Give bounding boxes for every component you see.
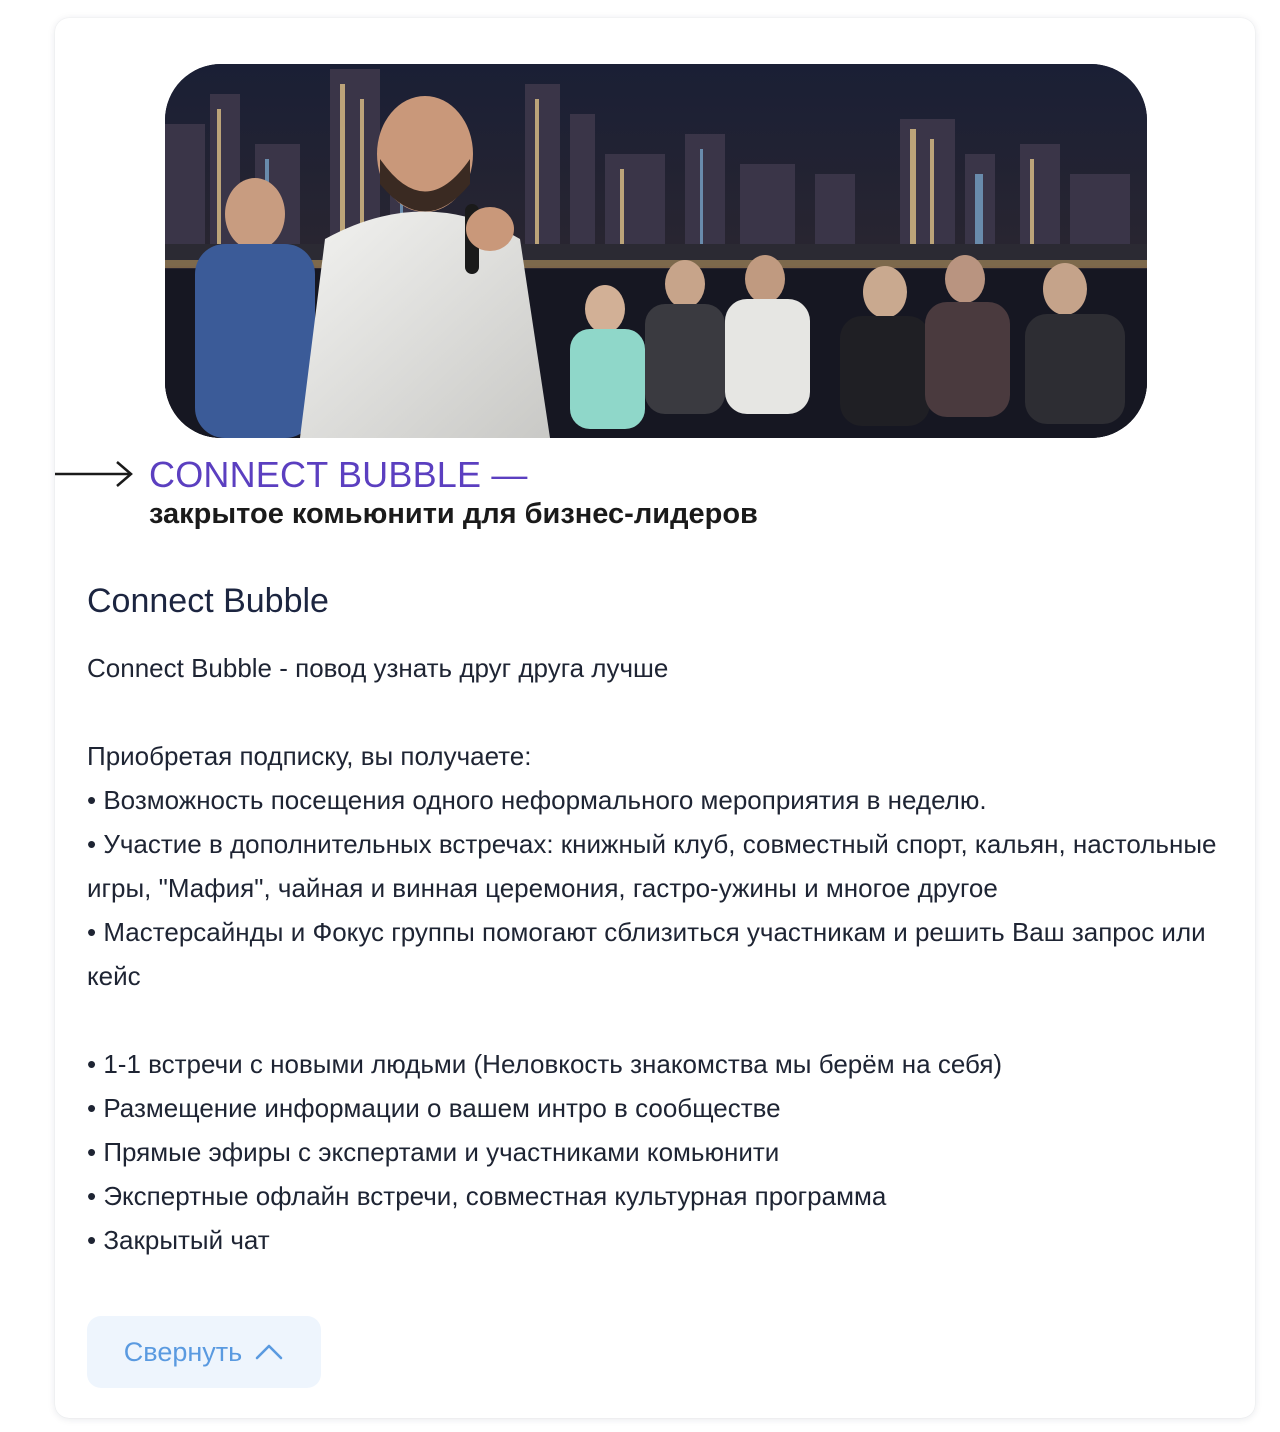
- description-line: • Размещение информации о вашем интро в сообществе: [87, 1093, 781, 1123]
- description-line: • Мастерсайнды и Фокус группы помогают сблизиться участникам и решить Ваш запрос или кейс: [87, 917, 1206, 991]
- banner-headline: CONNECT BUBBLE —: [149, 454, 528, 495]
- description-line: • Возможность посещения одного неформального мероприятия в неделю.: [87, 785, 987, 815]
- chevron-up-icon: [254, 1342, 284, 1362]
- description-line: • Прямые эфиры с экспертами и участниками комьюнити: [87, 1137, 780, 1167]
- collapse-button[interactable]: [87, 1316, 321, 1388]
- description-line: • Участие в дополнительных встречах: книжный клуб, совместный спорт, кальян, настольные игры, "Мафия", чайная и винная церемония, гастро-ужины и многое другое: [87, 829, 1217, 903]
- product-description: [87, 646, 1227, 1262]
- product-title: Connect Bubble: [87, 582, 329, 620]
- description-line: Приобретая подписку, вы получаете:: [87, 741, 532, 771]
- description-line: Connect Bubble - повод узнать друг друга лучше: [87, 653, 669, 683]
- product-content: [87, 578, 1227, 1262]
- collapse-button-label: Свернуть: [123, 1336, 243, 1367]
- description-line: • 1-1 встречи с новыми людьми (Неловкость знакомства мы берём на себя): [87, 1049, 1003, 1079]
- banner-subline: закрытое комьюнити для бизнес-лидеров: [149, 498, 758, 530]
- arrow-right-icon: [55, 458, 135, 490]
- description-line: [87, 998, 1227, 1042]
- description-line: [87, 690, 1227, 734]
- promo-banner: [55, 18, 1255, 548]
- product-card: [55, 18, 1255, 1418]
- description-line: • Закрытый чат: [87, 1225, 270, 1255]
- description-line: • Экспертные офлайн встречи, совместная культурная программа: [87, 1181, 887, 1211]
- banner-photo: [165, 64, 1147, 438]
